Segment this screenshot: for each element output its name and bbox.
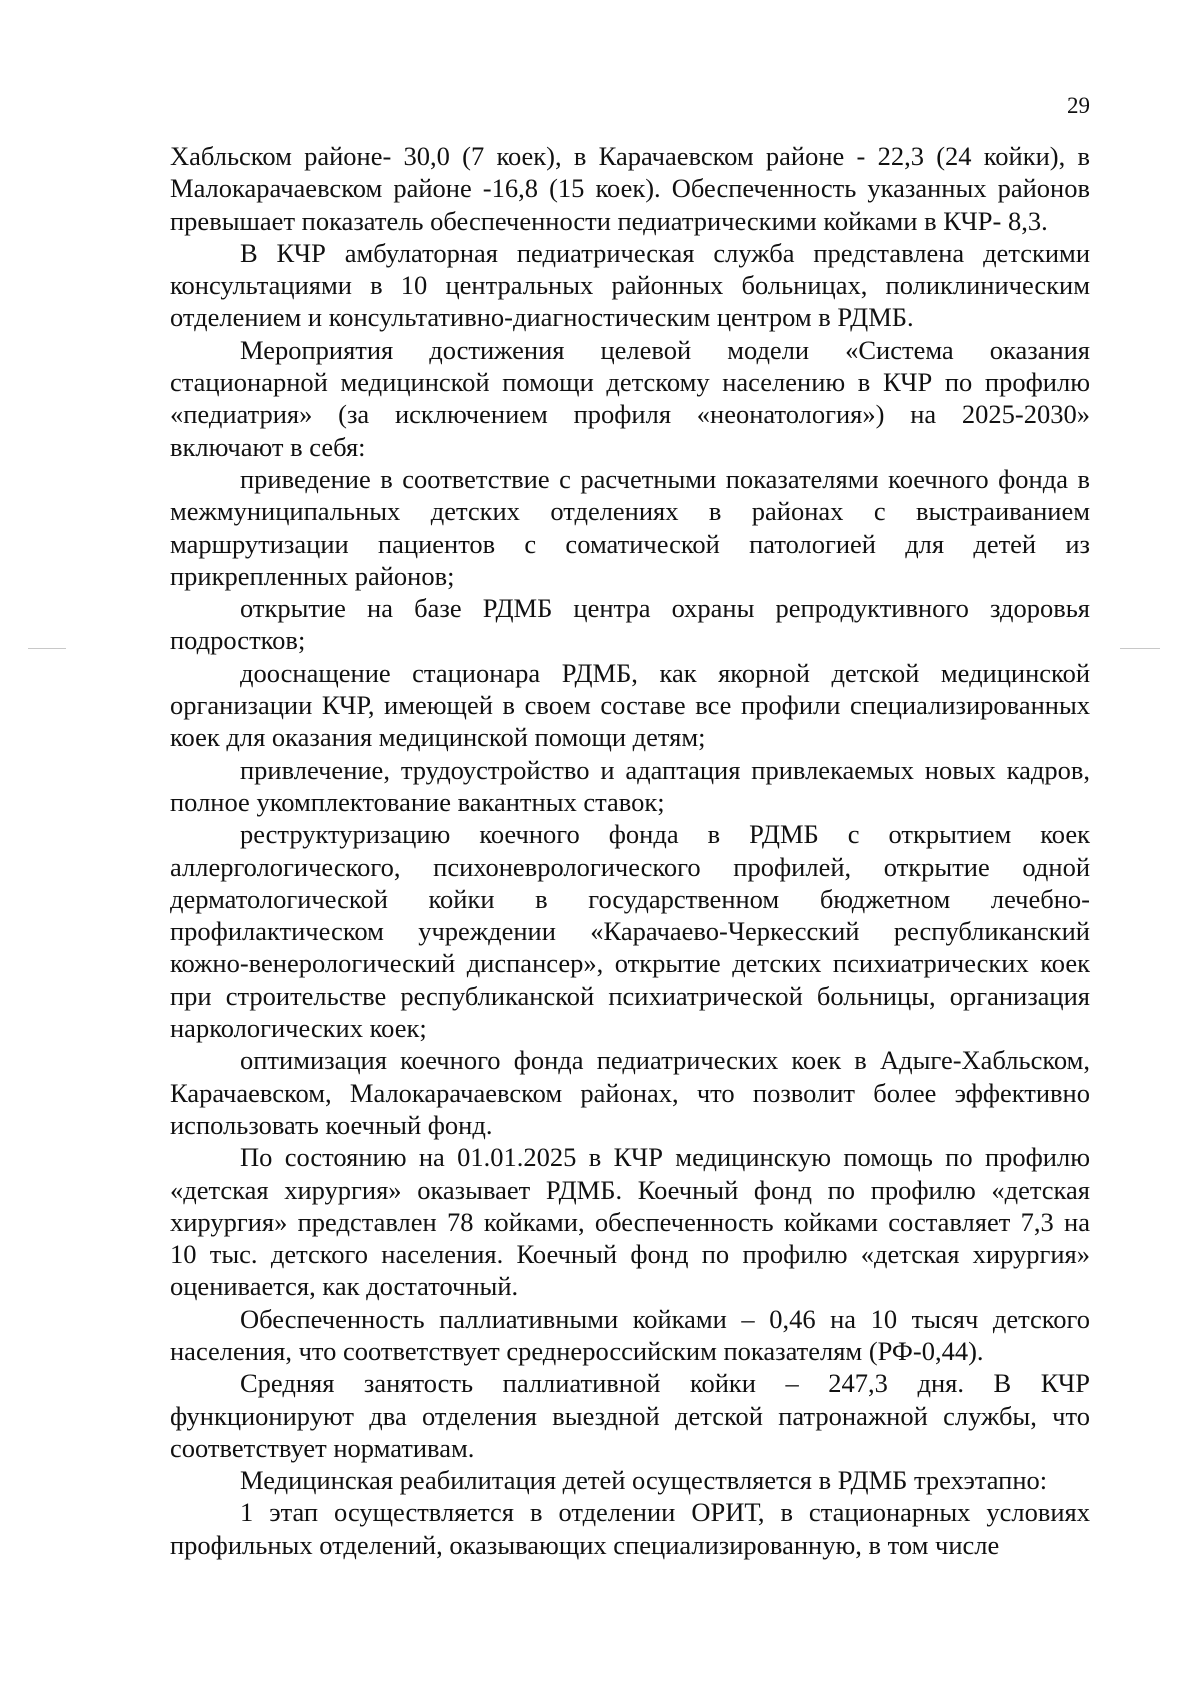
list-item-staffing: привлечение, трудоустройство и адаптация привлекаемых новых кадров, полное укомплектование вакантных ставок; (170, 754, 1090, 817)
list-item-bed-fund: приведение в соответствие с расчетными показателями коечного фонда в межмуниципальных детских отделениях в районах с выстраиванием маршрутизации пациентов с соматической патологией для детей из прикрепленных районов; (170, 463, 1090, 591)
list-item-optimization: оптимизация коечного фонда педиатрических коек в Адыге-Хабльском, Карачаевском, Малокарачаевском районах, что позволит более эффективно использовать коечный фонд. (170, 1045, 1090, 1140)
list-item-reproductive-center: открытие на базе РДМБ центра охраны репродуктивного здоровья подростков; (170, 593, 1090, 656)
paragraph-stage-one: 1 этап осуществляется в отделении ОРИТ, в стационарных условиях профильных отделений, оказывающих специализированную, в том числе (170, 1497, 1090, 1560)
paragraph-pediatric-surgery: По состоянию на 01.01.2025 в КЧР медицинскую помощь по профилю «детская хирургия» оказывает РДМБ. Коечный фонд по профилю «детская хирургия» представлен 78 койками, обеспеченность койками составляет 7,3 на 10 тыс. детского населения. Коечный фонд по профилю «детская хирургия» оценивается, как достаточный. (170, 1142, 1090, 1302)
page-number: 29 (1067, 93, 1090, 118)
paragraph-rehabilitation: Медицинская реабилитация детей осуществляется в РДМБ трехэтапно: (240, 1465, 1048, 1496)
list-item-equipment: дооснащение стационара РДМБ, как якорной детской медицинской организации КЧР, имеющей в своем составе все профили специализированных коек для оказания медицинской помощи детям; (170, 657, 1090, 753)
list-item-restructuring: реструктуризацию коечного фонда в РДМБ с открытием коек аллергологического, психоневрологического профилей, открытие одной дерматологической койки в государственном бюджетном лечебно-профилактическом учреждении «Карачаево-Черкесский республиканский кожно-венерологический диспансер», открытие детских психиатрических коек при строительстве республиканской психиатрической больницы, организация наркологических коек; (170, 819, 1090, 1044)
paragraph-continued: Хабльском районе- 30,0 (7 коек), в Карачаевском районе - 22,3 (24 койки), в Малокарачаевском районе -16,8 (15 коек). Обеспеченность указанных районов превышает показатель обеспеченности педиатрическими койками в КЧР- 8,3. (170, 141, 1090, 236)
paragraph-target-model: Мероприятия достижения целевой модели «Система оказания стационарной медицинской помощи детскому населению в КЧР по профилю «педиатрия» (за исключением профиля «неонатология») на 2025-2030» включают в себя: (170, 334, 1090, 462)
document-body (170, 140, 1090, 1561)
paragraph-outpatient-service: В КЧР амбулаторная педиатрическая служба представлена детскими консультациями в 10 центральных районных больницах, поликлиническим отделением и консультативно-диагностическим центром в РДМБ. (170, 237, 1090, 333)
paragraph-palliative-occupancy: Средняя занятость паллиативной койки – 247,3 дня. В КЧР функционируют два отделения выездной детской патронажной службы, что соответствует нормативам. (170, 1368, 1090, 1463)
scan-artifact-left (28, 648, 66, 649)
scan-artifact-right (1120, 648, 1160, 649)
paragraph-palliative-beds: Обеспеченность паллиативными койками – 0,46 на 10 тысяч детского населения, что соответствует среднероссийским показателям (РФ-0,44). (170, 1303, 1090, 1366)
